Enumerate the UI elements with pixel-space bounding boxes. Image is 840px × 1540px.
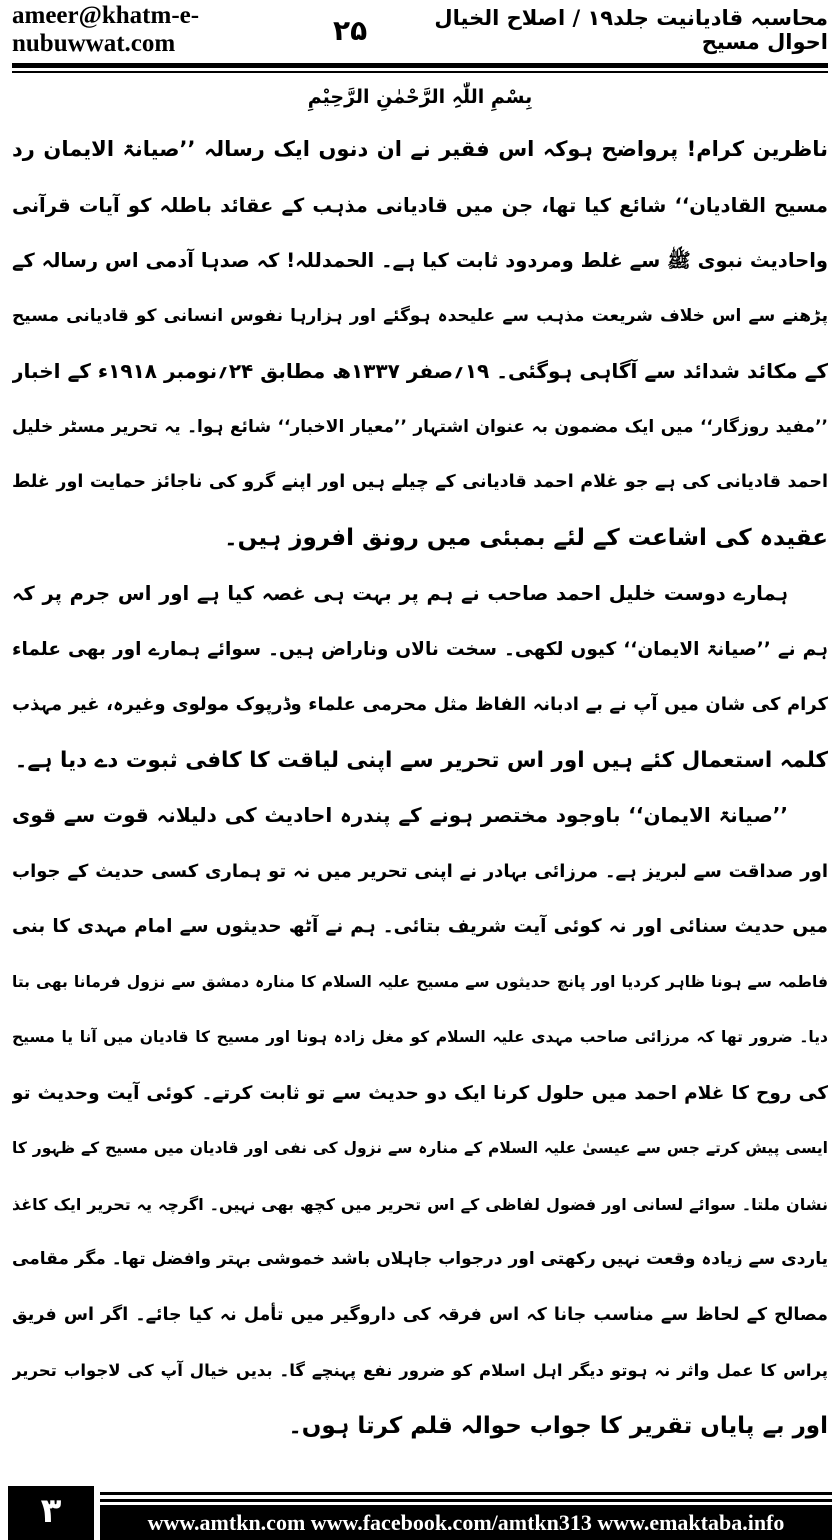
page-header <box>12 2 828 57</box>
header-left <box>12 2 367 58</box>
text-line: ’’صیانۃ الایمان‘‘ باوجود مختصر ہونے کے پندرہ احادیث کی دلیلانہ قوت سے قوی <box>12 803 788 827</box>
text-line: مصالح کے لحاظ سے مناسب جانا کہ اس فرقہ کی داروگیر میں تأمل نہ کیا جائے۔ اگر اس فریق <box>12 1304 828 1325</box>
text-line: عقیدہ کی اشاعت کے لئے بمبئی میں رونق افروز ہیں۔ <box>224 524 828 551</box>
text-line: کرام کی شان میں آپ نے بے ادبانہ الفاظ مثل محرمی علماء وڈرپوک مولوی وغیرہ، غیر مہذب <box>12 694 828 715</box>
text-line: ایسی پیش کرتے جس سے عیسیٰ علیہ السلام کے منارہ سے نزول کی نفی اور قادیان میں مسیح کے ظہور کا <box>12 1139 828 1157</box>
bismillah: بِسْمِ اللّٰہِ الرَّحْمٰنِ الرَّحِیْمِ <box>307 86 533 108</box>
text-line: کی روح کا غلام احمد میں حلول کرنا ایک دو حدیث سے تو ثابت کرتے۔ کوئی آیت وحدیث تو <box>12 1082 828 1104</box>
footer-rule <box>100 1499 832 1502</box>
text-line: ہمارے دوست خلیل احمد صاحب نے ہم پر بہت ہی غصہ کیا ہے اور اس جرم پر کہ <box>12 582 788 605</box>
text-line: ’’مفید روزگار‘‘ میں ایک مضمون بہ عنوان اشتہار ’’معیار الاخبار‘‘ شائع ہوا۔ یہ تحریر مسٹر خلیل <box>12 416 828 437</box>
text-line: کے مکائد شدائد سے آگاہی ہوگئی۔ ۱۹؍صفر ۱۳۳۷ھ مطابق ۲۴؍نومبر ۱۹۱۸ء کے اخبار <box>12 359 828 383</box>
text-line: ہم نے ’’صیانۃ الایمان‘‘ کیوں لکھی۔ سخت نالاں وناراض ہیں۔ سوائے ہمارے اور بھی علماء <box>12 638 828 660</box>
text-line: کلمہ استعمال کئے ہیں اور اس تحریر سے اپنی لیاقت کا کافی ثبوت دے دیا ہے۔ <box>14 747 828 773</box>
text-line: مسیح القادیان‘‘ شائع کیا تھا، جن میں قادیانی مذہب کے عقائد باطلہ کو آیات قرآنی <box>12 193 828 217</box>
text-line: پراس کا عمل واثر نہ ہوتو دیگر اہل اسلام کو ضرور نفع پہنچے گا۔ بدیں خیال آپ کی لاجواب تحریر <box>12 1361 828 1380</box>
text-line: اور بے پایاں تقریر کا جواب حوالہ قلم کرتا ہوں۔ <box>288 1412 828 1439</box>
text-line: فاطمہ سے ہونا ظاہر کردیا اور پانچ حدیثوں سے مسیح علیہ السلام کا منارہ دمشق سے نزول فرمانا بھی بتا <box>12 972 828 991</box>
footer-rule <box>100 1492 832 1495</box>
header-rule-thick <box>12 63 828 68</box>
footer-page-number: ۳ <box>8 1486 94 1540</box>
text-line: میں حدیث سنائی اور نہ کوئی آیت شریف بتائی۔ ہم نے آٹھ حدیثوں سے امام مہدی کا بنی <box>12 916 828 937</box>
text-line: یاردی سے زیادہ وقعت نہیں رکھتی اور درجواب جاہلاں باشد خموشی بہتر وافضل تھا۔ مگر مقامی <box>12 1249 828 1269</box>
body-text <box>12 122 828 1454</box>
text-line: ناظرین کرام! پرواضح ہوکہ اس فقیر نے ان دنوں ایک رسالہ ’’صیانۃ الایمان رد <box>12 137 828 161</box>
header-book-title: محاسبہ قادیانیت جلد۱۹ / اصلاح الخیال احوال مسیح <box>434 6 828 54</box>
header-page-number: ۲۵ <box>333 13 368 47</box>
text-line: نشان ملتا۔ سوائے لسانی اور فضول لفاظی کے اس تحریر میں کچھ بھی نہیں۔ اگرچہ یہ تحریر ایک کاغذ <box>12 1194 828 1214</box>
footer-links: www.amtkn.com www.facebook.com/amtkn313 www.emaktaba.info <box>100 1505 832 1540</box>
text-line: دیا۔ ضرور تھا کہ مرزائی صاحب مہدی علیہ السلام کو مغل زادہ ہونا اور مسیح کا قادیان میں آنا یا مسیح <box>12 1028 828 1046</box>
text-line: واحادیث نبوی ﷺ سے غلط ومردود ثابت کیا ہے۔ الحمدللہ! کہ صدہا آدمی اس رسالہ کے <box>12 249 828 272</box>
text-line: پڑھنے سے اس خلاف شریعت مذہب سے علیحدہ ہوگئے اور ہزارہا نفوس انسانی کو قادیانی مسیح <box>12 305 828 326</box>
header-email: ameer@khatm-e-nubuwwat.com <box>12 2 200 57</box>
header-rule-thin <box>12 71 828 73</box>
text-line: اور صداقت سے لبریز ہے۔ مرزائی بہادر نے اپنی تحریر میں نہ تو ہماری کسی حدیث کے جواب <box>12 860 828 882</box>
text-line: احمد قادیانی کی ہے جو غلام احمد قادیانی کے چیلے ہیں اور اپنے گرو کی ناجائز حمایت اور غلط <box>12 472 828 492</box>
